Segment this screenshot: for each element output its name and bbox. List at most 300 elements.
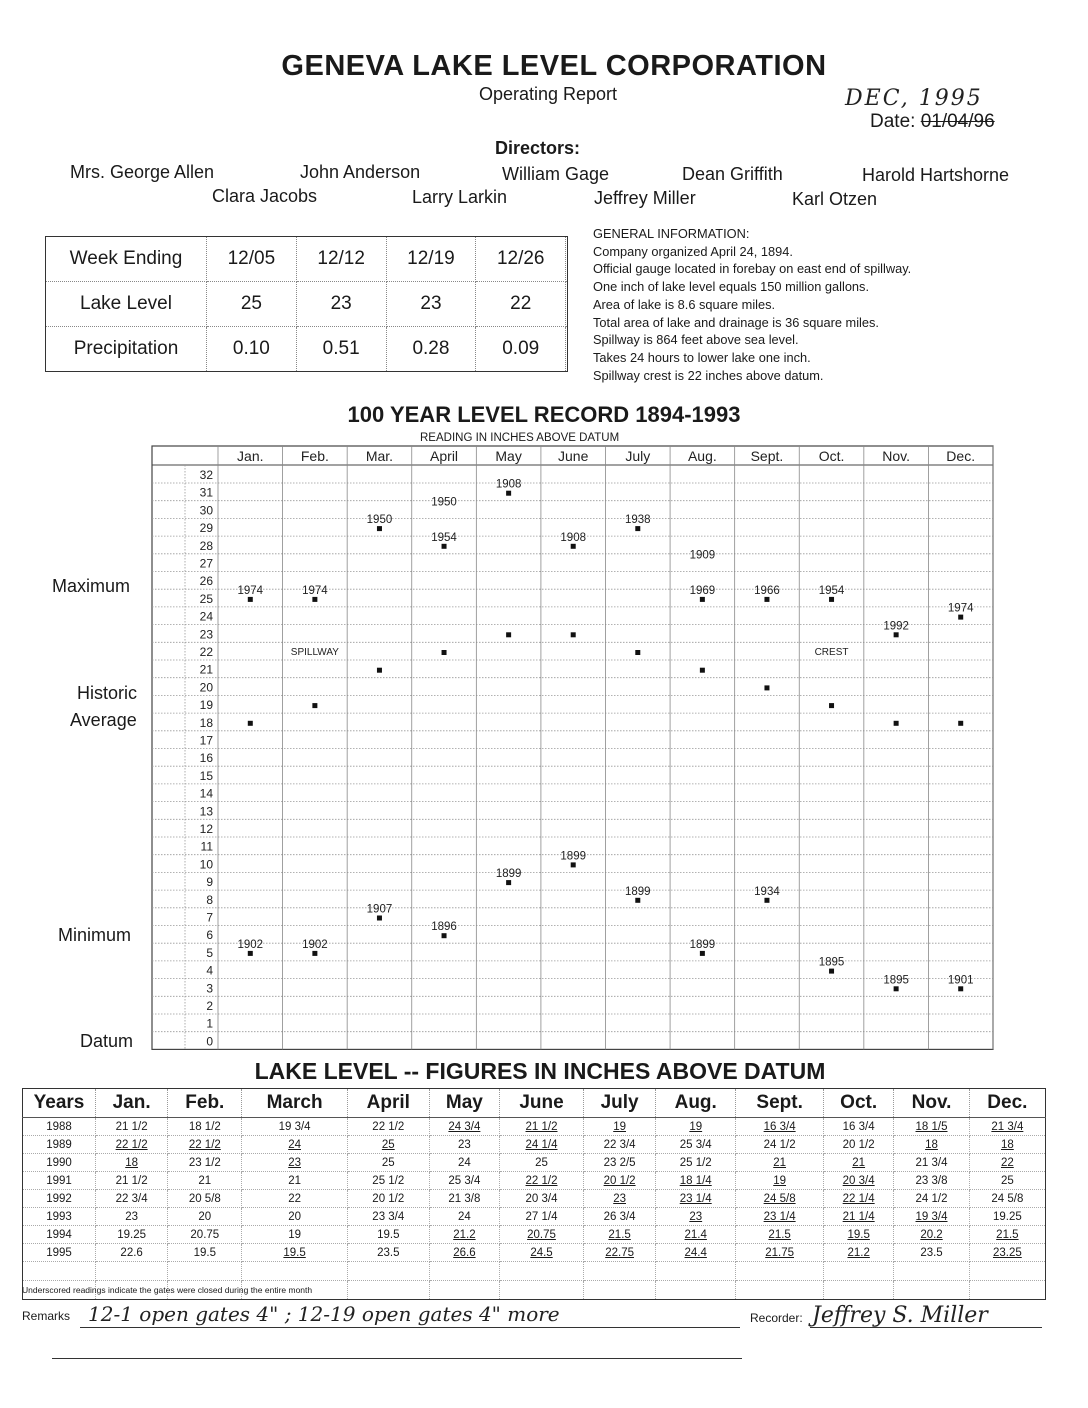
year-label: 1950 [366, 514, 393, 527]
level-value: 18 [925, 1138, 938, 1151]
info-heading: GENERAL INFORMATION: [593, 226, 750, 241]
level-cell [242, 1118, 347, 1136]
level-cell [500, 1154, 584, 1172]
level-cell [583, 1244, 655, 1262]
y-tick-label: 23 [199, 627, 213, 642]
year-label: 1899 [495, 868, 522, 881]
year-label: 1966 [754, 584, 780, 597]
level-value: 23 1/4 [679, 1192, 712, 1205]
month-label: July [625, 448, 651, 464]
level-value: 23 [288, 1156, 301, 1169]
data-point [377, 526, 382, 531]
level-cell [242, 1208, 347, 1226]
level-cell [656, 1154, 736, 1172]
level-cell [96, 1172, 168, 1190]
y-tick-label: 9 [206, 875, 213, 890]
level-value: 18 [1000, 1138, 1014, 1151]
y-tick-label: 18 [199, 715, 213, 730]
level-cell [583, 1172, 655, 1190]
level-cell [824, 1118, 894, 1136]
level-cell [583, 1226, 655, 1244]
y-tick-label: 13 [199, 804, 213, 819]
month-label: June [558, 448, 589, 464]
level-cell [429, 1244, 499, 1262]
table-cell: 22 [476, 282, 566, 327]
level-cell [894, 1190, 969, 1208]
data-point [635, 526, 640, 531]
level-cell [824, 1244, 894, 1262]
data-point [764, 597, 769, 602]
year-label: 1974 [237, 584, 264, 597]
level-cell [168, 1172, 242, 1190]
data-point [312, 951, 317, 956]
level-cell [500, 1190, 584, 1208]
level-cell [969, 1190, 1045, 1208]
level-cell [347, 1136, 429, 1154]
level-cell [894, 1136, 969, 1154]
chart-title: 100 YEAR LEVEL RECORD 1894-1993 [347, 402, 741, 427]
table-cell: 0.51 [296, 327, 386, 372]
table-row [23, 1136, 1046, 1154]
level-cell [242, 1226, 347, 1244]
month-label: Nov. [882, 448, 910, 464]
level-cell [894, 1244, 969, 1262]
data-point [442, 933, 447, 938]
level-value: 22 [1000, 1156, 1014, 1169]
level-value: 22 1/2 [372, 1120, 405, 1133]
empty-cell [347, 1281, 429, 1300]
y-tick-label: 24 [199, 609, 213, 624]
level-value: 27 1/4 [525, 1210, 558, 1223]
remarks-line [80, 1327, 740, 1328]
empty-cell [969, 1262, 1045, 1281]
year-cell [23, 1208, 96, 1226]
level-cell [894, 1154, 969, 1172]
empty-cell [347, 1262, 429, 1281]
report-subtitle: Operating Report [478, 84, 618, 104]
level-value: 21 [852, 1156, 866, 1169]
empty-cell [824, 1281, 894, 1300]
year-label: 1950 [431, 496, 457, 509]
table-cell: 23 [296, 282, 386, 327]
report-title: GENEVA LAKE LEVEL CORPORATION [281, 50, 827, 82]
crest-label: CREST [814, 647, 849, 658]
level-value: 25 [381, 1156, 395, 1169]
table-row [23, 1154, 1046, 1172]
empty-cell [23, 1262, 96, 1281]
year-label: 1908 [560, 531, 587, 544]
level-cell [96, 1136, 168, 1154]
y-tick-label: 10 [199, 857, 213, 872]
level-cell [168, 1244, 242, 1262]
level-cell [583, 1154, 655, 1172]
month-label: Oct. [818, 448, 845, 464]
level-value: 19 [773, 1174, 787, 1187]
year-label: 1895 [818, 956, 845, 969]
level-value: 19 [288, 1228, 301, 1241]
empty-cell [894, 1262, 969, 1281]
level-value: 25 [1000, 1174, 1014, 1187]
level-value: 25 1/2 [679, 1156, 712, 1169]
level-cell [347, 1118, 429, 1136]
y-tick-label: 7 [206, 910, 213, 925]
level-value: 21.5 [768, 1228, 791, 1241]
y-tick-label: 28 [199, 538, 213, 553]
level-value: 20.75 [527, 1228, 556, 1241]
table-cell: 23 [386, 282, 476, 327]
y-tick-label: 8 [206, 892, 213, 907]
director-name: Mrs. George Allen [70, 162, 215, 182]
table-cell: 0.28 [386, 327, 476, 372]
level-value: 23 [458, 1138, 471, 1151]
year-label: 1901 [947, 974, 974, 987]
level-value: 21 3/8 [448, 1192, 481, 1205]
level-value: 26 3/4 [603, 1210, 636, 1223]
data-point [506, 880, 511, 885]
y-tick-label: 2 [206, 999, 213, 1013]
year-label: 1938 [624, 514, 651, 527]
level-value: 23 1/4 [763, 1210, 796, 1223]
level-value: 21 [288, 1174, 301, 1187]
level-cell [242, 1244, 347, 1262]
level-cell [583, 1118, 655, 1136]
row-label: Precipitation [46, 327, 207, 372]
column-header: Sept. [736, 1089, 824, 1118]
level-cell [894, 1226, 969, 1244]
info-line: One inch of lake level equals 150 million gallons. [593, 279, 870, 295]
level-value: 23 [125, 1210, 139, 1223]
month-label: Jan. [237, 448, 264, 464]
director-name: Karl Otzen [792, 189, 878, 209]
level-value: 23.5 [377, 1246, 400, 1259]
side-label-historic: Historic [77, 683, 138, 703]
y-tick-label: 29 [199, 521, 213, 536]
data-point [700, 951, 705, 956]
data-point [958, 986, 963, 991]
level-cell [824, 1136, 894, 1154]
table-cell: 25 [207, 282, 297, 327]
column-header: March [242, 1089, 347, 1118]
level-value: 1988 [46, 1120, 72, 1133]
data-point [248, 951, 253, 956]
director-name: John Anderson [300, 162, 421, 182]
level-value: 22.75 [605, 1246, 634, 1259]
level-value: 23 1/2 [188, 1156, 221, 1169]
year-label: 1954 [818, 584, 845, 597]
spillway-label: SPILLWAY [290, 647, 339, 658]
data-point [248, 721, 253, 726]
info-line: Area of lake is 8.6 square miles. [593, 296, 776, 312]
level-cell [242, 1136, 347, 1154]
data-point [700, 668, 705, 673]
year-cell [23, 1136, 96, 1154]
side-label-maximum: Maximum [52, 576, 131, 596]
side-label-minimum: Minimum [58, 925, 132, 945]
level-value: 22 3/4 [603, 1138, 636, 1151]
level-cell [242, 1190, 347, 1208]
level-cell [656, 1136, 736, 1154]
level-value: 21 3/4 [915, 1156, 948, 1169]
data-point [506, 491, 511, 496]
level-value: 16 3/4 [842, 1120, 875, 1133]
table-row [23, 1190, 1046, 1208]
data-point [635, 650, 640, 655]
data-point [700, 597, 705, 602]
month-label: May [495, 448, 522, 464]
empty-cell [736, 1262, 824, 1281]
data-point [571, 862, 576, 867]
recorder-line [810, 1327, 1042, 1328]
level-value: 20.75 [190, 1228, 220, 1241]
level-cell [736, 1118, 824, 1136]
level-value: 19.5 [377, 1228, 400, 1241]
year-label: 1899 [560, 850, 587, 863]
level-cell [500, 1244, 584, 1262]
remarks-line-2 [52, 1358, 742, 1359]
empty-cell [429, 1262, 499, 1281]
y-tick-label: 6 [206, 928, 213, 943]
year-label: 1954 [431, 531, 457, 544]
level-cell [347, 1226, 429, 1244]
data-point [506, 632, 511, 637]
year-cell [23, 1190, 96, 1208]
column-header: Years [23, 1089, 96, 1118]
level-value: 20.2 [920, 1228, 943, 1241]
level-cell [824, 1154, 894, 1172]
level-value: 22 1/4 [842, 1192, 875, 1205]
level-value: 19.5 [283, 1246, 306, 1259]
level-value: 19 3/4 [915, 1210, 948, 1223]
level-value: 22 3/4 [115, 1192, 148, 1205]
y-tick-label: 0 [206, 1034, 213, 1049]
level-cell [168, 1226, 242, 1244]
level-value: 20 5/8 [188, 1192, 221, 1205]
level-cell [969, 1226, 1045, 1244]
y-tick-label: 26 [199, 574, 213, 589]
month-label: Mar. [365, 448, 394, 464]
year-label: 1899 [689, 938, 716, 951]
level-cell [168, 1190, 242, 1208]
level-value: 23 3/4 [372, 1210, 405, 1223]
level-value: 21 [198, 1174, 212, 1187]
level-cell [96, 1190, 168, 1208]
data-point [764, 898, 769, 903]
level-cell [824, 1208, 894, 1226]
level-value: 22.6 [120, 1246, 143, 1259]
handwritten-date: DEC, 1995 [845, 86, 983, 111]
data-point [442, 650, 447, 655]
y-tick-label: 1 [206, 1016, 213, 1031]
director-name: Dean Griffith [682, 164, 783, 184]
year-label: 1902 [237, 938, 264, 951]
level-cell [656, 1118, 736, 1136]
level-value: 23 2/5 [603, 1156, 636, 1169]
level-value: 21 1/2 [525, 1120, 558, 1133]
level-cell [824, 1226, 894, 1244]
y-tick-label: 16 [199, 751, 213, 766]
footnote: Underscored readings indicate the gates were closed during the entire month [22, 1285, 313, 1295]
data-point [829, 703, 834, 708]
empty-cell [500, 1262, 584, 1281]
month-label: Feb. [300, 448, 329, 464]
level-value: 20 [198, 1210, 212, 1223]
level-cell [736, 1226, 824, 1244]
row-label: Lake Level [46, 282, 207, 327]
column-header: June [500, 1089, 584, 1118]
data-point [958, 721, 963, 726]
level-cell [656, 1226, 736, 1244]
level-cell [824, 1172, 894, 1190]
y-tick-label: 20 [199, 680, 213, 695]
level-value: 21 1/2 [115, 1174, 148, 1187]
data-point [635, 898, 640, 903]
table-row [23, 1172, 1046, 1190]
level-value: 24 5/8 [763, 1192, 796, 1205]
level-cell [96, 1208, 168, 1226]
month-label: April [430, 448, 459, 464]
level-value: 19 [689, 1120, 703, 1133]
level-value: 24 [458, 1210, 471, 1223]
level-value: 19.25 [992, 1210, 1022, 1223]
level-value: 19 3/4 [278, 1120, 311, 1133]
level-value: 23 [689, 1210, 703, 1223]
empty-cell [894, 1281, 969, 1300]
empty-cell [969, 1281, 1045, 1300]
level-value: 20 3/4 [842, 1174, 875, 1187]
level-cell [500, 1136, 584, 1154]
table-row [23, 1208, 1046, 1226]
level-cell [96, 1244, 168, 1262]
level-cell [96, 1154, 168, 1172]
year-label: 1908 [495, 478, 522, 491]
table-cell: 0.10 [207, 327, 297, 372]
level-value: 25 [535, 1156, 548, 1169]
level-cell [824, 1190, 894, 1208]
level-value: 1990 [46, 1156, 72, 1169]
info-line: Spillway crest is 22 inches above datum. [593, 367, 824, 383]
year-cell [23, 1226, 96, 1244]
y-tick-label: 3 [206, 981, 213, 996]
level-value: 18 1/4 [679, 1174, 712, 1187]
level-cell [168, 1154, 242, 1172]
level-value: 20 [288, 1210, 301, 1223]
empty-cell [656, 1262, 736, 1281]
level-cell [969, 1136, 1045, 1154]
level-value: 24.4 [684, 1246, 707, 1259]
level-cell [969, 1172, 1045, 1190]
empty-cell [583, 1262, 655, 1281]
level-cell [429, 1136, 499, 1154]
remarks-handwriting: 12-1 open gates 4" ; 12-19 open gates 4" more [88, 1302, 560, 1326]
y-tick-label: 22 [199, 645, 213, 659]
level-cell [500, 1172, 584, 1190]
level-cell [656, 1208, 736, 1226]
data-point [571, 632, 576, 637]
level-value: 23 3/8 [915, 1174, 948, 1187]
table-cell: 12/05 [207, 237, 297, 282]
empty-cell [824, 1262, 894, 1281]
table-row [23, 1226, 1046, 1244]
level-cell [429, 1172, 499, 1190]
level-cell [736, 1136, 824, 1154]
y-tick-label: 4 [206, 963, 213, 978]
level-cell [583, 1190, 655, 1208]
year-label: 1907 [366, 903, 393, 916]
y-tick-label: 32 [199, 468, 213, 482]
level-cell [894, 1172, 969, 1190]
column-header: Dec. [969, 1089, 1045, 1118]
year-cell [23, 1154, 96, 1172]
empty-cell [583, 1281, 655, 1300]
data-point [377, 668, 382, 673]
level-cell [500, 1118, 584, 1136]
level-cell [969, 1244, 1045, 1262]
level-value: 1993 [46, 1210, 72, 1223]
level-value: 24 3/4 [448, 1120, 481, 1133]
side-label-datum: Datum [80, 1031, 134, 1051]
level-value: 19.25 [117, 1228, 146, 1241]
side-label-average: Average [70, 710, 137, 730]
y-tick-label: 27 [199, 556, 213, 571]
level-value: 18 [125, 1156, 139, 1169]
data-point [894, 632, 899, 637]
column-header: Oct. [824, 1089, 894, 1118]
data-point [312, 703, 317, 708]
level-value: 21 1/2 [115, 1120, 148, 1133]
table-cell: 12/26 [476, 237, 566, 282]
level-cell [168, 1208, 242, 1226]
year-label: 1895 [883, 974, 909, 987]
level-value: 25 [381, 1138, 395, 1151]
level-cell [429, 1208, 499, 1226]
level-value: 1989 [46, 1138, 72, 1151]
table-cell: 12/19 [386, 237, 476, 282]
level-value: 18 1/5 [915, 1120, 948, 1133]
level-cell [656, 1244, 736, 1262]
level-cell [656, 1172, 736, 1190]
director-name: Jeffrey Miller [594, 188, 696, 208]
date-label: Date: [870, 111, 916, 132]
y-tick-label: 15 [199, 768, 213, 783]
recorder-label: Recorder: [750, 1311, 803, 1325]
year-label: 1899 [624, 885, 651, 898]
empty-cell [656, 1281, 736, 1300]
level-cell [242, 1154, 347, 1172]
level-value: 19.5 [193, 1246, 216, 1259]
level-cell [500, 1208, 584, 1226]
column-header: Feb. [168, 1089, 242, 1118]
level-cell [347, 1208, 429, 1226]
lake-level-table [22, 1088, 1046, 1300]
year-label: 1934 [754, 885, 780, 898]
empty-cell [242, 1262, 347, 1281]
empty-cell [96, 1262, 168, 1281]
remarks-label: Remarks [22, 1309, 71, 1323]
y-tick-label: 12 [199, 822, 213, 836]
level-value: 1992 [46, 1192, 72, 1205]
level-cell [96, 1226, 168, 1244]
level-cell [736, 1208, 824, 1226]
level-value: 20 3/4 [525, 1192, 558, 1205]
level-value: 24 [288, 1138, 301, 1151]
empty-cell [168, 1262, 242, 1281]
y-tick-label: 31 [199, 485, 213, 500]
data-point [312, 597, 317, 602]
level-value: 24 1/2 [763, 1138, 796, 1151]
level-cell [969, 1118, 1045, 1136]
column-header: Nov. [894, 1089, 969, 1118]
data-point [377, 916, 382, 921]
